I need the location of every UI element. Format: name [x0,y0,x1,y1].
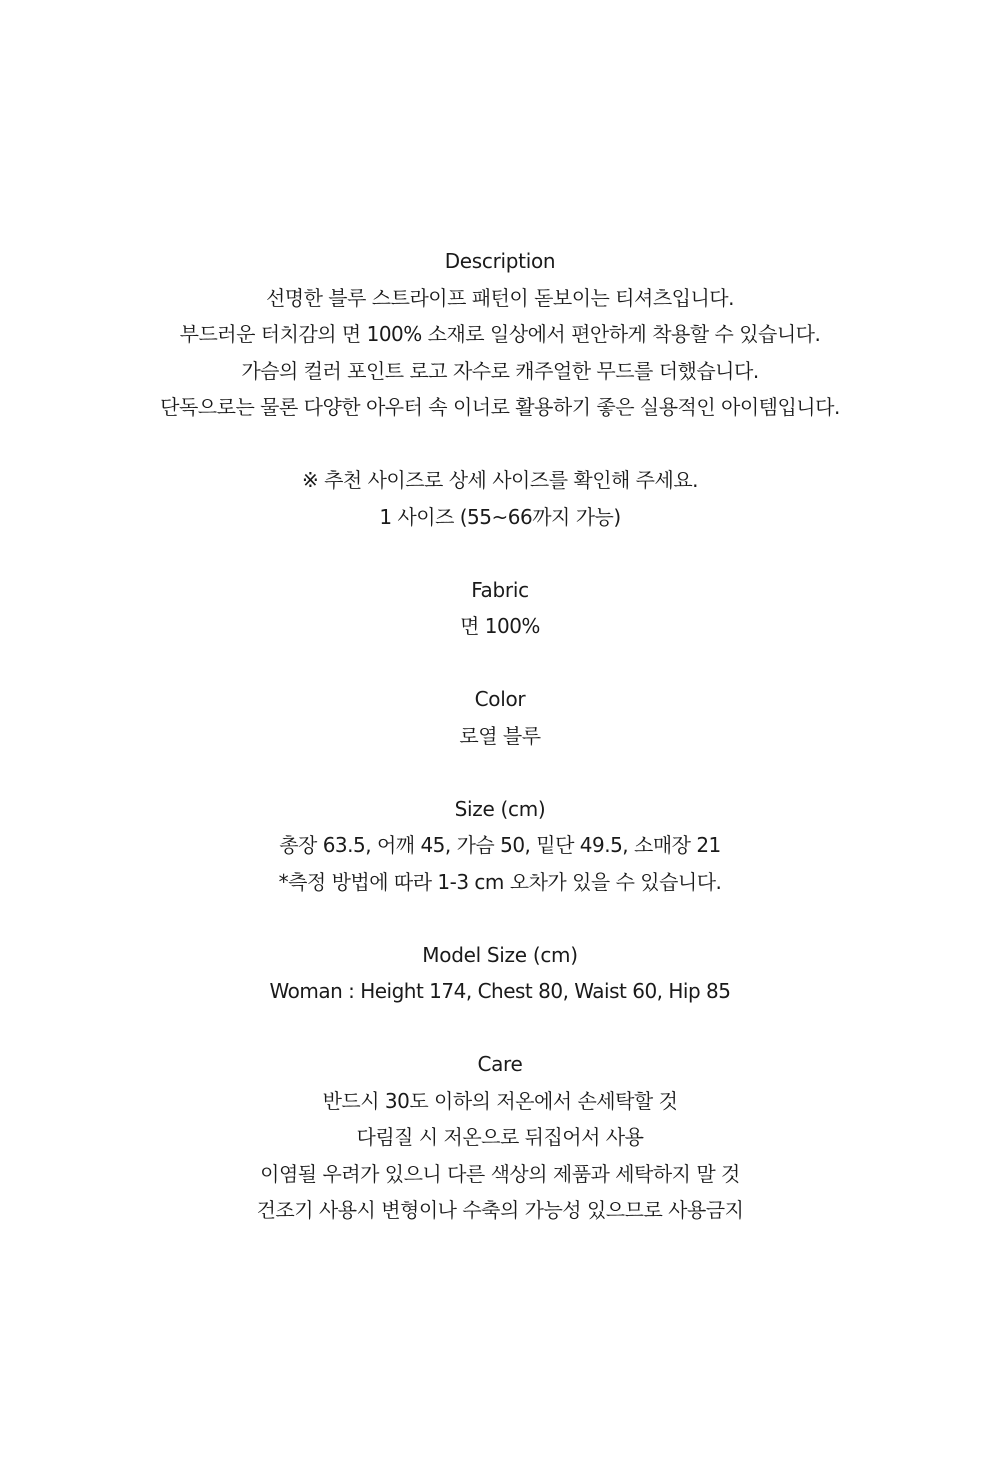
description-section [0,243,1000,426]
description-heading: Description [444,249,556,273]
model-size-section [0,937,1000,1010]
description-line: 단독으로는 물론 다양한 아우터 속 이너로 활용하기 좋은 실용적인 아이템입니다. [160,395,840,419]
model-size-line: Woman : Height 174, Chest 80, Waist 60, Hip 85 [269,979,731,1003]
description-line: 부드러운 터치감의 면 100% 소재로 일상에서 편안하게 착용할 수 있습니다. [179,322,821,346]
fabric-section [0,572,1000,645]
size-heading: Size (cm) [454,796,546,821]
care-section [0,1046,1000,1229]
product-details [0,243,1000,1265]
care-line: 이염될 우려가 있으니 다른 색상의 제품과 세탁하지 말 것 [260,1161,740,1186]
color-line: 로열 블루 [459,723,541,748]
size-note-line: ※ 추천 사이즈로 상세 사이즈를 확인해 주세요. [301,468,699,492]
size-section [0,791,1000,901]
fabric-heading: Fabric [471,577,529,602]
color-heading: Color [474,687,526,711]
description-line: 선명한 블루 스트라이프 패턴이 돋보이는 티셔츠입니다. [265,285,734,310]
care-line: 다림질 시 저온으로 뒤집어서 사용 [356,1125,644,1149]
color-section [0,681,1000,754]
description-line: 가슴의 컬러 포인트 로고 자수로 캐주얼한 무드를 더했습니다. [241,358,759,383]
size-line: *측정 방법에 따라 1-3 cm 오차가 있을 수 있습니다. [278,869,722,894]
size-note-line: 1 사이즈 (55~66까지 가능) [379,504,621,529]
care-line: 건조기 사용시 변형이나 수축의 가능성 있으므로 사용금지 [256,1198,744,1222]
fabric-line: 면 100% [460,614,540,638]
size-note-section [0,462,1000,535]
care-line: 반드시 30도 이하의 저온에서 손세탁할 것 [322,1088,678,1113]
model-size-heading: Model Size (cm) [422,942,578,967]
size-line: 총장 63.5, 어깨 45, 가슴 50, 밑단 49.5, 소매장 21 [279,833,721,857]
care-heading: Care [477,1052,523,1076]
